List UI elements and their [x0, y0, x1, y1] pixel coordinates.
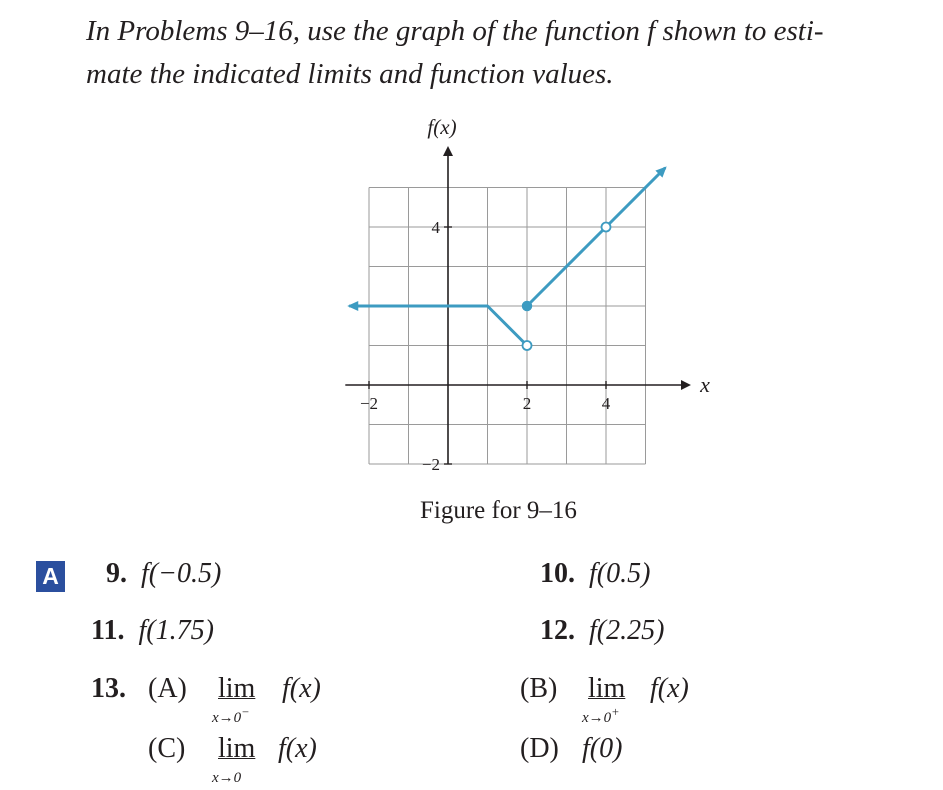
- y-axis-label: f(x): [427, 115, 457, 139]
- problem-expression: f(−0.5): [141, 558, 222, 589]
- level-badge: A: [36, 561, 65, 592]
- open-point: [602, 223, 611, 232]
- lim-word: lim: [218, 733, 256, 764]
- problem-11: [91, 614, 214, 648]
- problem-9: [106, 557, 221, 591]
- part-b-label: (B): [520, 673, 558, 704]
- problem-number: 11.: [91, 615, 125, 646]
- limit-b: [582, 672, 626, 726]
- function-graph: [320, 105, 720, 490]
- limit-subscript: x→0: [212, 770, 242, 786]
- tick-labels: [360, 115, 710, 474]
- lim-word: lim: [218, 673, 256, 704]
- closed-point: [523, 302, 532, 311]
- part-d-expression: f(0): [582, 733, 623, 764]
- part-a-expression: f(x): [282, 673, 321, 704]
- part-d-label: (D): [520, 733, 559, 764]
- problem-number: 9.: [106, 558, 127, 589]
- x-axis-label: x: [700, 372, 710, 397]
- y-tick-label: −2: [421, 455, 440, 474]
- limit-subscript: x→0−: [212, 705, 250, 726]
- x-tick-label: 2: [522, 394, 532, 413]
- figure-caption: Figure for 9–16: [420, 497, 577, 524]
- problem-expression: f(0.5): [589, 558, 651, 589]
- problem-number: 10.: [540, 558, 575, 589]
- series-line: [527, 168, 665, 306]
- problem-13-number: 13.: [91, 673, 126, 704]
- problem-expression: f(1.75): [138, 615, 214, 646]
- series-line: [349, 306, 527, 346]
- open-point: [523, 341, 532, 350]
- problem-10: [540, 557, 650, 591]
- problem-12: [540, 614, 664, 648]
- y-tick-label: 4: [431, 218, 440, 237]
- part-c-expression: f(x): [278, 733, 317, 764]
- problem-expression: f(2.25): [589, 615, 665, 646]
- problem-number: 12.: [540, 615, 575, 646]
- part-b-expression: f(x): [650, 673, 689, 704]
- curve-pieces: [349, 168, 665, 346]
- limit-c: [212, 732, 256, 786]
- lim-word: lim: [588, 673, 626, 704]
- part-c-label: (C): [148, 733, 186, 764]
- x-tick-label: −2: [359, 394, 379, 413]
- instructions-line-2: mate the indicated limits and function values.: [86, 58, 614, 90]
- limit-subscript: x→0+: [582, 705, 620, 726]
- limit-a: [212, 672, 256, 726]
- instructions-line-1: In Problems 9–16, use the graph of the function f shown to esti-: [86, 15, 824, 47]
- problem-instructions: [86, 10, 926, 96]
- part-a-label: (A): [148, 673, 187, 704]
- x-tick-label: 4: [601, 394, 611, 413]
